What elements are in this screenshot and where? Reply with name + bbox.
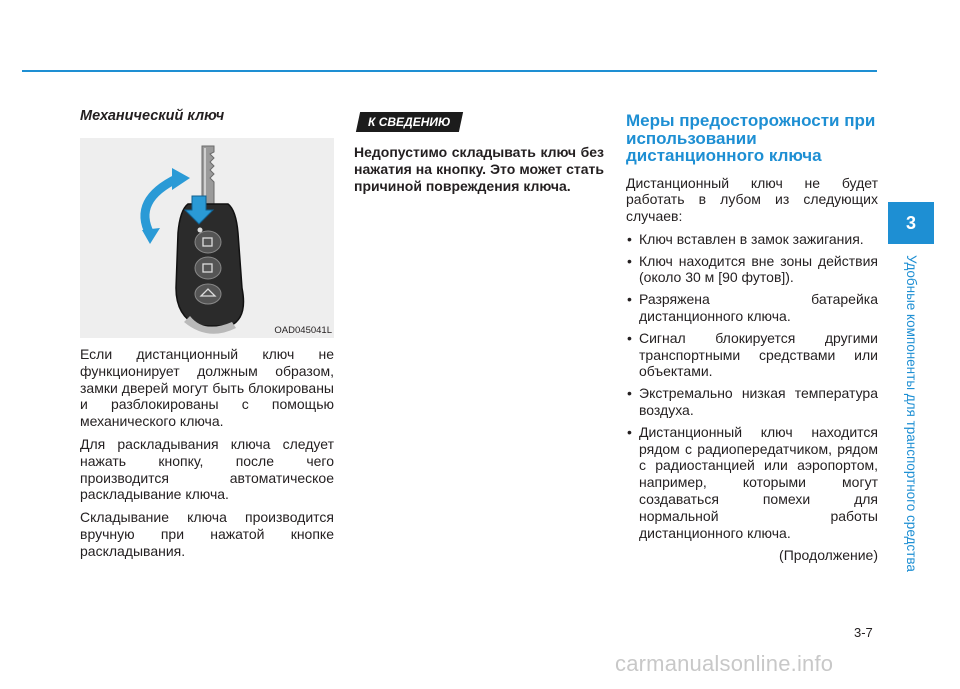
intro-paragraph: Дистанционный ключ не будет работать в лубом из следующих случаев: [626,174,878,225]
header-rule [22,70,877,72]
key-illustration [80,138,334,338]
chapter-title: Удобные компоненты для транспортного средства [904,255,919,572]
chapter-tab: 3 [888,202,934,244]
mechanical-key-section [80,108,334,566]
page-number: 3-7 [854,625,873,640]
watermark: carmanualsonline.info [615,651,834,676]
list-item: • Разряжена батарейка дистанционного ключа. [626,291,878,325]
key-fob [176,204,244,334]
paragraph: Если дистанционный ключ не функционирует должным образом, замки дверей могут быть блокированы и разблокированы с помощью механического ключа. [80,346,334,430]
note-text: Недопустимо складывать ключ без нажатия на кнопку. Это может стать причиной повреждения ключа. [354,144,604,194]
list-item: • Сигнал блокируется другими транспортными средствами или объектами. [626,330,878,380]
list-item: • Дистанционный ключ находится рядом с радиопередатчиком, рядом с радиостанцией или аэропортом, например, которыми могут создаваться помехи для нормальной работы дистанционного ключа. [626,424,878,542]
bullet-list [626,231,878,542]
list-item: • Экстремально низкая температура воздуха. [626,385,878,419]
note-badge [356,112,463,132]
section-heading: Меры предосторожности при использовании дистанционного ключа [626,111,876,165]
list-item: • Ключ находится вне зоны действия (около 30 м [90 футов]). [626,253,878,287]
note-section [354,112,604,195]
note-badge-label: К СВЕДЕНИЮ [368,115,451,129]
section-title: Механический ключ [80,108,225,124]
figure-code: OAD045041L [274,325,332,336]
paragraph: Для раскладывания ключа следует нажать кнопку, после чего производится автоматическое раскладывание ключа. [80,435,334,503]
paragraph: Складывание ключа производится вручную при нажатой кнопке раскладывания. [80,509,334,559]
list-item: • Ключ вставлен в замок зажигания. [626,231,878,248]
precautions-section [626,110,878,563]
continued-label: (Продолжение) [779,547,878,564]
